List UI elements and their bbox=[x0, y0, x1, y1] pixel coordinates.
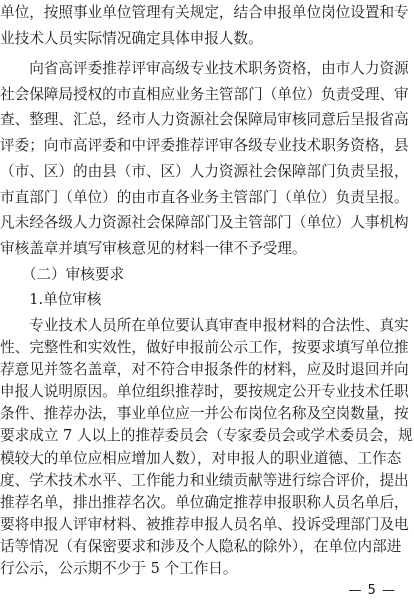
text-line: 评委；向市高评委和中评委推荐评审各级专业技术职务资格，县 bbox=[0, 137, 409, 154]
text-line: 业技术人员实际情况确定具体申报人数。 bbox=[0, 30, 263, 47]
text-line: 单位，按照事业单位管理有关规定，结合申报单位岗位设置和专 bbox=[0, 4, 409, 21]
text-line: 推荐名单，排出推荐名次。单位确定推荐申报职称人员名单后， bbox=[0, 494, 409, 511]
text-line: 专业技术人员所在单位要认真审查申报材料的合法性、真实 bbox=[0, 317, 409, 334]
text-line: 性、完整性和实效性，做好申报前公示工作，按要求填写单位推 bbox=[0, 339, 409, 356]
text-line: 要将申报人评审材料、被推荐申报人员名单、投诉受理部门及电 bbox=[0, 516, 409, 533]
text-line: （市、区）的由县（市、区）人力资源社会保障部门负责呈报， bbox=[0, 163, 409, 180]
section-heading: （二）审核要求 bbox=[0, 266, 125, 283]
subsection-heading: 1.单位审核 bbox=[0, 291, 102, 308]
text-line: 荐意见并签名盖章，对不符合申报条件的材料，应及时退回并向 bbox=[0, 361, 409, 378]
text-line: 社会保障局授权的市直相应业务主管部门（单位）负责受理、审 bbox=[0, 86, 409, 103]
text-line: 审核盖章并填写审核意见的材料一律不予受理。 bbox=[0, 240, 307, 257]
text-line: 度、学术技术水平、工作能力和业绩贡献等进行综合评价，提出 bbox=[0, 472, 409, 489]
text-line: 要求成立 7 人以上的推荐委员会（专家委员会或学术委员会，规 bbox=[0, 427, 413, 444]
text-line: 模较大的单位应相应增加人数），对申报人的职业道德、工作态 bbox=[0, 450, 402, 467]
text-line: 市直部门（单位）的由市直各业务主管部门（单位）负责呈报。 bbox=[0, 189, 409, 206]
text-line: 向省高评委推荐评审高级专业技术职务资格，由市人力资源 bbox=[0, 60, 409, 77]
text-line: 凡未经各级人力资源社会保障部门及主管部门（单位）人事机构 bbox=[0, 214, 409, 231]
text-line: 查、整理、汇总，经市人力资源社会保障局审核同意后呈报省高 bbox=[0, 111, 409, 128]
text-line: 申报人说明原因。单位组织推荐时，要按规定公开专业技术任职 bbox=[0, 383, 409, 400]
page-number: — 5 — bbox=[348, 583, 396, 598]
text-line: 条件、推荐办法，事业单位应一并公布岗位名称及空岗数量，按 bbox=[0, 405, 409, 422]
text-line: 行公示，公示期不少于 5 个工作日。 bbox=[0, 560, 238, 577]
text-line: 话等情况（有保密要求和涉及个人隐私的除外），在单位内部进 bbox=[0, 538, 402, 555]
